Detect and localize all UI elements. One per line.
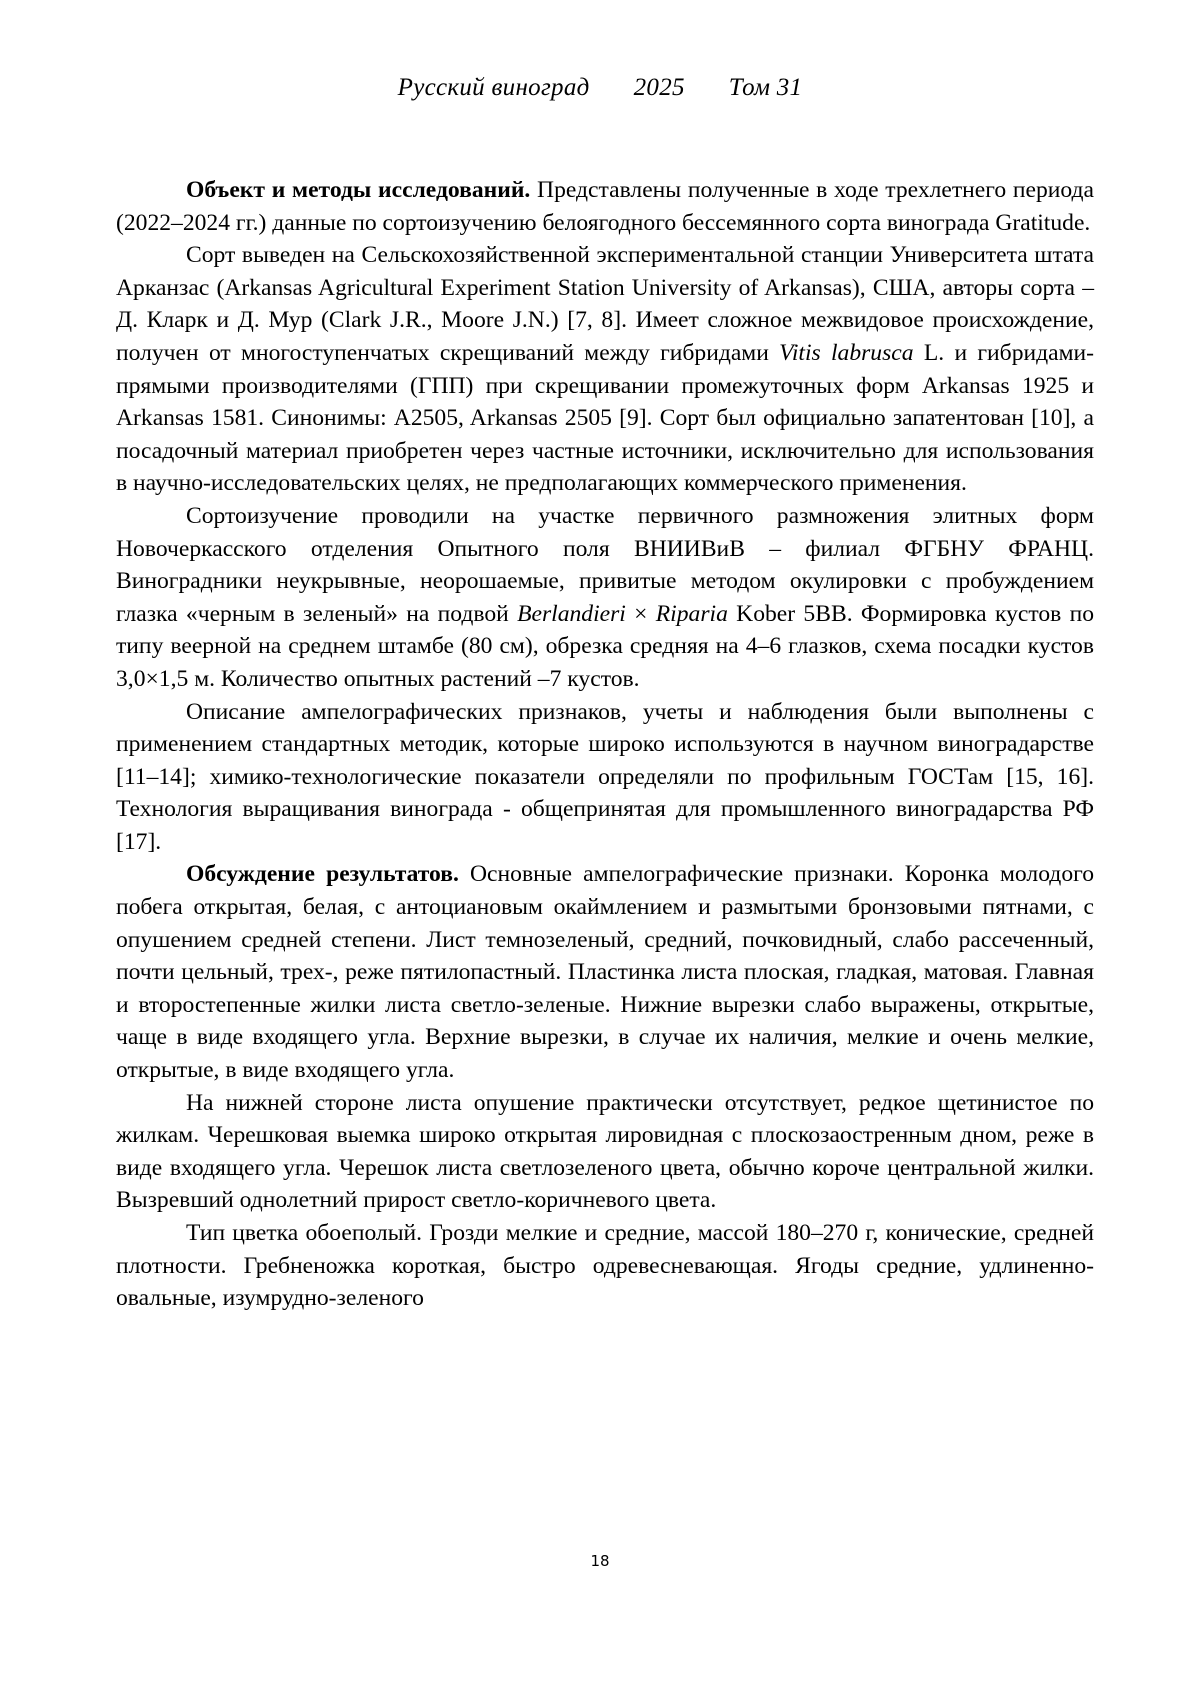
body-text [116, 174, 1094, 1315]
page-number: 18 [0, 1552, 1200, 1570]
paragraph-flower [116, 1217, 1094, 1315]
journal-title: Русский виноград [398, 74, 590, 102]
paragraph-text: Тип цветка обоеполый. Грозди мелкие и средние, массой 180–270 г, конические, средней плотности. Гребненожка короткая, быстро одревесневающая. Ягоды средние, удлиненно-овальные, изумрудно-зеленого [116, 1220, 1094, 1311]
rootstock-name-2: Riparia [656, 601, 728, 627]
rootstock-name-1: Berlandieri [517, 601, 626, 627]
paragraph-text: Основные ампелографические признаки. Коронка молодого побега открытая, белая, с антоциановым окаймлением и размытыми бронзовыми пятнами, с опушением средней степени. Лист темно­зеленый, средний, почковидный, слабо рассеченный, почти цельный, трех-, реже пятилопастный. Пластинка листа плоская, гладкая, матовая. Главная и второстепенные жилки листа светло-зеленые. Нижние вырезки слабо выражены, открытые, чаще в виде входящего угла. Верхние вырезки, в случае их наличия, мелкие и очень мелкие, открытые, в виде входящего угла. [116, 861, 1094, 1083]
paragraph-text: Представлены полученные в ходе трехлетнего периода (2022–2024 гг.) данные по сортоизучению белоягодного бессемянного сорта винограда Gratitude. [116, 177, 1094, 236]
section-heading-results: Обсуждение результатов. [186, 861, 459, 887]
paragraph-results [116, 858, 1094, 1086]
paragraph-site [116, 500, 1094, 696]
paragraph-text: × [626, 601, 656, 627]
paragraph-methodology [116, 696, 1094, 859]
paragraph-text: Сортоизучение проводили на участке первичного размножения элитных форм Новочеркасского отделения Опытного поля ВНИИВиВ – филиал ФГБНУ ФРАНЦ. Виноградники неукрывные, неорошаемые, привитые методом окулировки с пробуждением глазка «черным в зеленый» на подвой [116, 503, 1094, 627]
paragraph-text: Описание ампелографических признаков, учеты и наблюдения были выполнены с применением стандартных методик, которые широко используются в научном виноградарстве [11–14]; химико-технологические показатели определяли по профильным ГОСТам [15, 16]. Технология выращивания винограда - общепринятая для промышленного виноградарства РФ [17]. [116, 699, 1094, 855]
paragraph-text: L. и гибридами-прямыми производителями (ГПП) при скрещивании промежуточных форм Arkansas 1925 и Arkansas 1581. Синонимы: A2505, Arkansas 2505 [9]. Сорт был официально запатентован [10], а посадочный материал приобретен через частные источники, исключительно для использования в научно-исследовательских целях, не предполагающих коммерческого применения. [116, 340, 1094, 496]
paragraph-origin [116, 239, 1094, 500]
paragraph-text: Сорт выведен на Сельскохозяйственной экспериментальной станции Университета штата Арканзас (Arkansas Agricultural Experiment Station Univer­si­ty of Arkansas), США, авторы сорта – Д. Кларк и Д. Мур (Clark J.R., Moore J.N.) [7, 8]. Имеет сложное межвидовое происхождение, получен от многоступенчатых скрещиваний между гибридами [116, 242, 1094, 366]
paragraph-text: Kober 5BB. Формировка кустов по типу веерной на среднем штамбе (80 см), обрезка средняя на 4–6 глазков, схема посадки кустов 3,0×1,5 м. Количество опытных растений –7 кустов. [116, 601, 1094, 692]
section-heading-methods: Объект и методы исследований. [186, 177, 530, 203]
paragraph-leaf [116, 1087, 1094, 1217]
running-header [0, 74, 1200, 102]
journal-volume: Том 31 [729, 74, 803, 102]
species-name: Vitis labrusca [779, 340, 913, 366]
paragraph-text: На нижней стороне листа опушение практически отсутствует, редкое щетинистое по жилкам. Черешковая выемка широко открытая лировидная с плоскозаостренным дном, реже в виде входящего угла. Черешок листа светло­зеленого цвета, обычно короче центральной жилки. Вызревший однолетний прирост светло-коричневого цвета. [116, 1090, 1094, 1214]
journal-year: 2025 [634, 74, 685, 102]
paragraph-methods [116, 174, 1094, 239]
document-page [0, 0, 1200, 1698]
